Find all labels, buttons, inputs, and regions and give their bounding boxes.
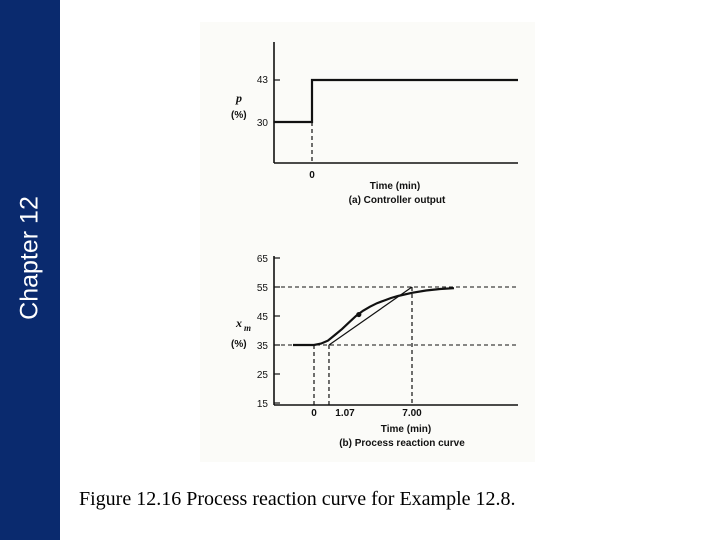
chart-b-inflection-point: [356, 312, 361, 317]
chart-b-ylabel-unit: (%): [231, 339, 247, 350]
figure-svg: [200, 22, 535, 462]
chart-b-xlabel: Time (min): [380, 424, 432, 435]
chart-a-ylabel-unit: (%): [231, 110, 247, 121]
chart-b-xtick-0: 0: [311, 408, 317, 419]
chart-b-y-ticks: [257, 254, 280, 410]
chart-b-xtick-1.07: 1.07: [335, 408, 355, 419]
figure-caption: Figure 12.16 Process reaction curve for Example 12.8.: [79, 488, 516, 510]
chart-b-ytick-45: 45: [256, 312, 268, 323]
chart-b-ytick-65: 65: [256, 254, 268, 265]
chart-b-ytick-15: 15: [256, 399, 268, 410]
figure-image: [200, 22, 535, 462]
chart-a-title: (a) Controller output: [348, 195, 446, 206]
chart-a-ytick-30: 30: [256, 118, 268, 129]
chapter-sidebar: [0, 0, 60, 540]
chart-a-ytick-43: 43: [256, 75, 268, 86]
chart-a-ylabel-symbol: p: [236, 91, 242, 105]
chart-controller-output: [231, 42, 518, 206]
chart-a-xlabel: Time (min): [369, 181, 421, 192]
chart-process-reaction-curve: [231, 254, 518, 449]
chart-b-title: (b) Process reaction curve: [339, 438, 465, 449]
chart-b-ylabel-symbol: x: [236, 316, 242, 330]
chart-a-xtick-0: 0: [309, 170, 315, 181]
chart-b-response-curve: [293, 288, 454, 345]
chart-b-xtick-7.00: 7.00: [402, 408, 422, 419]
chart-b-ytick-55: 55: [256, 283, 268, 294]
chapter-label: Chapter 12: [15, 196, 44, 320]
chart-b-ylabel-subscript: m: [244, 323, 252, 333]
chart-b-ytick-35: 35: [256, 341, 268, 352]
chart-a-series-line: [273, 80, 518, 122]
chart-b-ytick-25: 25: [256, 370, 268, 381]
